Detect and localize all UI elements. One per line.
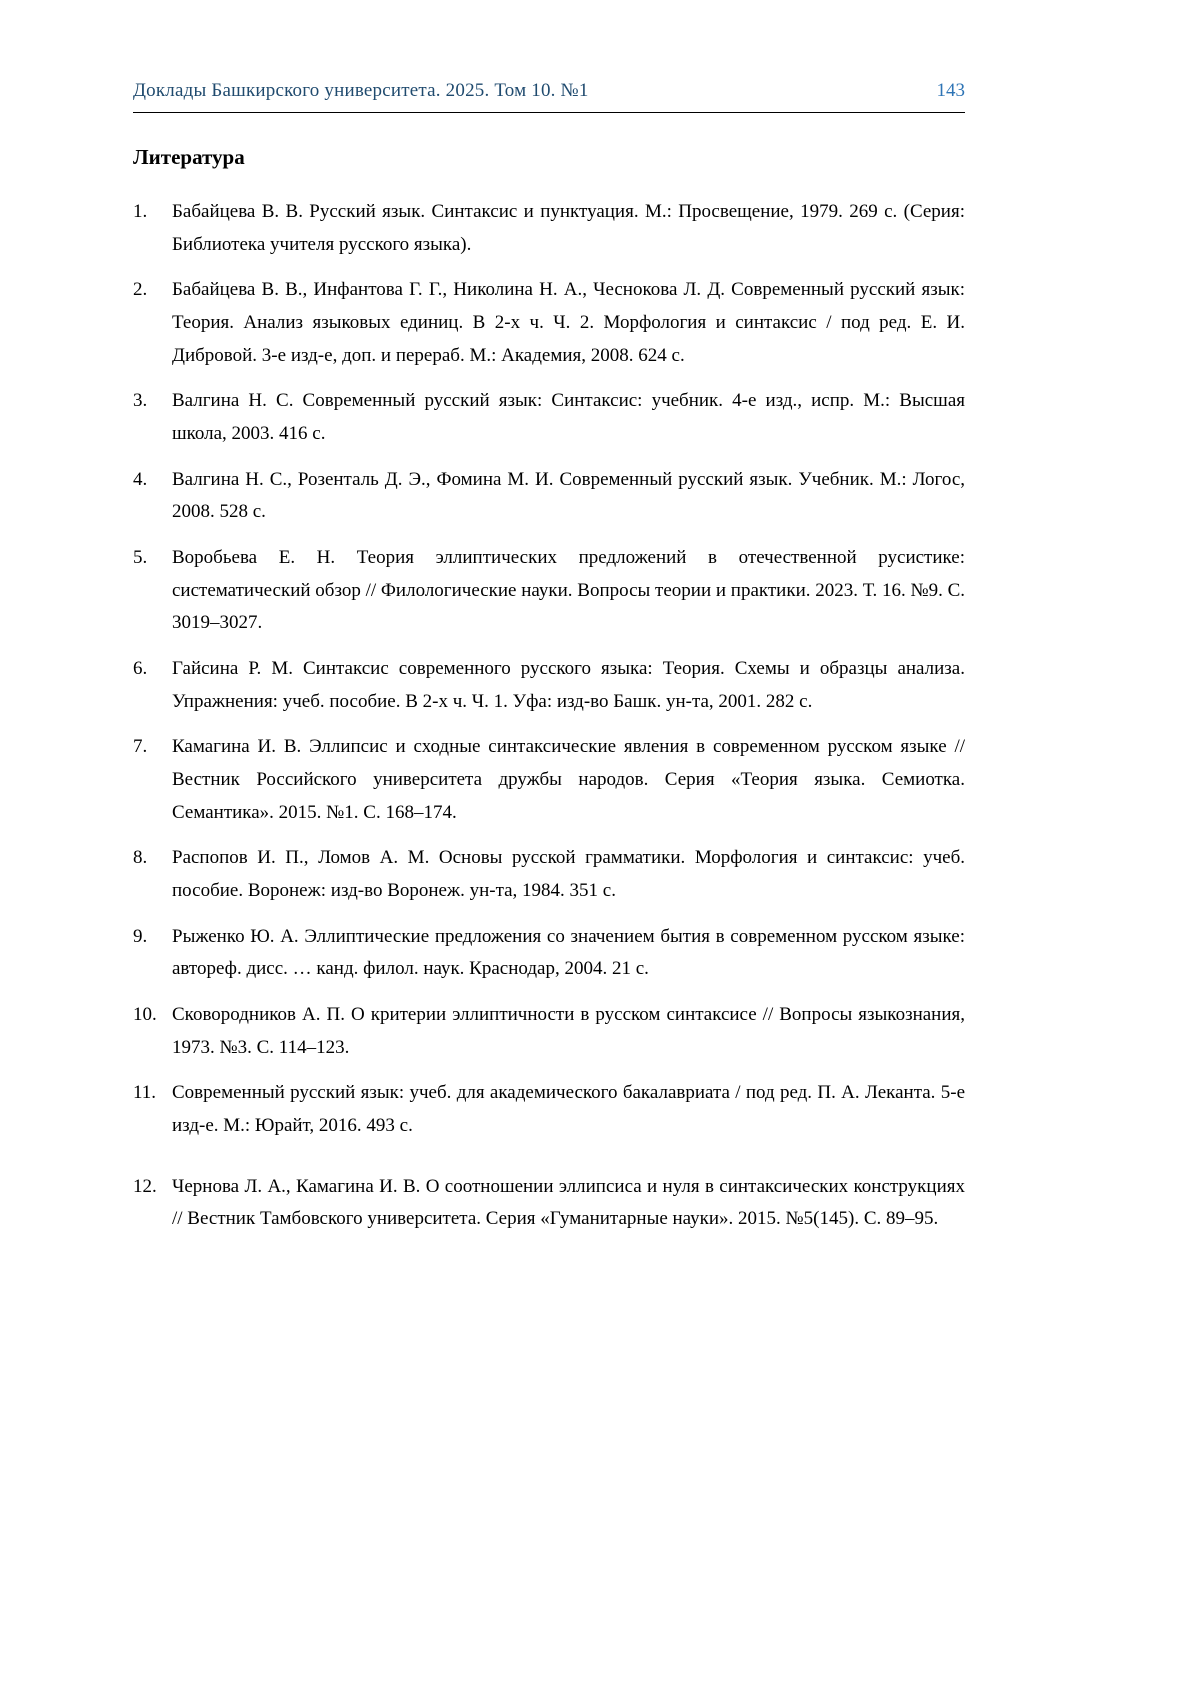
reference-item bbox=[133, 653, 965, 718]
reference-text: Валгина Н. С. Современный русский язык: Синтаксис: учебник. 4-е изд., испр. М.: Высшая школа, 2003. 416 с. bbox=[172, 390, 965, 445]
reference-text: Сковородников А. П. О критерии эллиптичности в русском синтаксисе // Вопросы языкознания, 1973. №3. С. 114–123. bbox=[172, 1004, 965, 1058]
reference-item bbox=[133, 196, 965, 261]
reference-number: 5. bbox=[133, 547, 148, 569]
reference-text: Рыженко Ю. А. Эллиптические предложения со значением бытия в современном русском языке: автореф. дисс. … канд. филол. наук. Краснодар, 2004. 21 с. bbox=[172, 925, 965, 980]
reference-number: 6. bbox=[133, 658, 148, 680]
reference-item bbox=[133, 1077, 965, 1142]
reference-number: 8. bbox=[133, 847, 148, 869]
reference-number: 1. bbox=[133, 201, 148, 222]
reference-text: Валгина Н. С., Розенталь Д. Э., Фомина М. И. Современный русский язык. Учебник. М.: Логос, 2008. 528 с. bbox=[172, 468, 965, 523]
reference-number: 2. bbox=[133, 279, 148, 301]
reference-item bbox=[133, 1171, 965, 1236]
reference-text: Современный русский язык: учеб. для академического бакалавриата / под ред. П. А. Леканта. 5-е изд-е. М.: Юрайт, 2016. 493 с. bbox=[172, 1082, 965, 1137]
reference-number: 11. bbox=[133, 1082, 157, 1104]
header-rule bbox=[133, 112, 965, 113]
section-title-literatura: Литература bbox=[133, 145, 245, 169]
reference-number: 7. bbox=[133, 736, 148, 758]
reference-item bbox=[133, 274, 965, 372]
reference-item bbox=[133, 464, 965, 529]
reference-number: 3. bbox=[133, 390, 148, 412]
reference-number: 4. bbox=[133, 468, 148, 490]
reference-item bbox=[133, 731, 965, 829]
reference-text: Гайсина Р. М. Синтаксис современного русского языка: Теория. Схемы и образцы анализа. Упражнения: учеб. пособие. В 2-х ч. Ч. 1. Уфа: изд-во Башк. ун-та, 2001. 282 с. bbox=[172, 658, 965, 712]
reference-item bbox=[133, 921, 965, 986]
reference-item bbox=[133, 542, 965, 640]
reference-text: Бабайцева В. В. Русский язык. Синтаксис и пунктуация. М.: Просвещение, 1979. 269 с. (Серия: Библиотека учителя русского языка). bbox=[172, 201, 965, 255]
running-header bbox=[133, 80, 965, 112]
reference-text: Распопов И. П., Ломов А. М. Основы русской грамматики. Морфология и синтаксис: учеб. пособие. Воронеж: изд-во Воронеж. ун-та, 1984. 351 с. bbox=[172, 847, 965, 902]
reference-item bbox=[133, 385, 965, 450]
reference-number: 9. bbox=[133, 925, 148, 947]
reference-text: Чернова Л. А., Камагина И. В. О соотношении эллипсиса и нуля в синтаксических конструкциях // Вестник Тамбовского университета. Серия «Гуманитарные науки». 2015. №5(145). С. 89–95. bbox=[172, 1175, 965, 1230]
reference-text: Воробьева Е. Н. Теория эллиптических предложений в отечественной русистике: систематический обзор // Филологические науки. Вопросы теории и практики. 2023. Т. 16. №9. С. 3019–3027. bbox=[172, 547, 965, 634]
reference-number: 10. bbox=[133, 1004, 157, 1026]
reference-list bbox=[133, 196, 965, 1236]
reference-text: Бабайцева В. В., Инфантова Г. Г., Николина Н. А., Чеснокова Л. Д. Современный русский язык: Теория. Анализ языковых единиц. В 2-х ч. Ч. 2. Морфология и синтаксис / под ред. Е. И. Дибровой. 3-е изд-е, доп. и перераб. М.: Академия, 2008. 624 с. bbox=[172, 279, 965, 366]
journal-title-line: Доклады Башкирского университета. 2025. Том 10. №1 bbox=[133, 80, 589, 101]
reference-text: Камагина И. В. Эллипсис и сходные синтаксические явления в современном русском языке // Вестник Российского университета дружбы народов. Серия «Теория языка. Семиотка. Семантика». 2015. №1. С. 168–174. bbox=[172, 736, 965, 823]
reference-item bbox=[133, 999, 965, 1064]
page-number: 143 bbox=[936, 80, 965, 101]
reference-number: 12. bbox=[133, 1175, 157, 1197]
reference-item bbox=[133, 842, 965, 907]
